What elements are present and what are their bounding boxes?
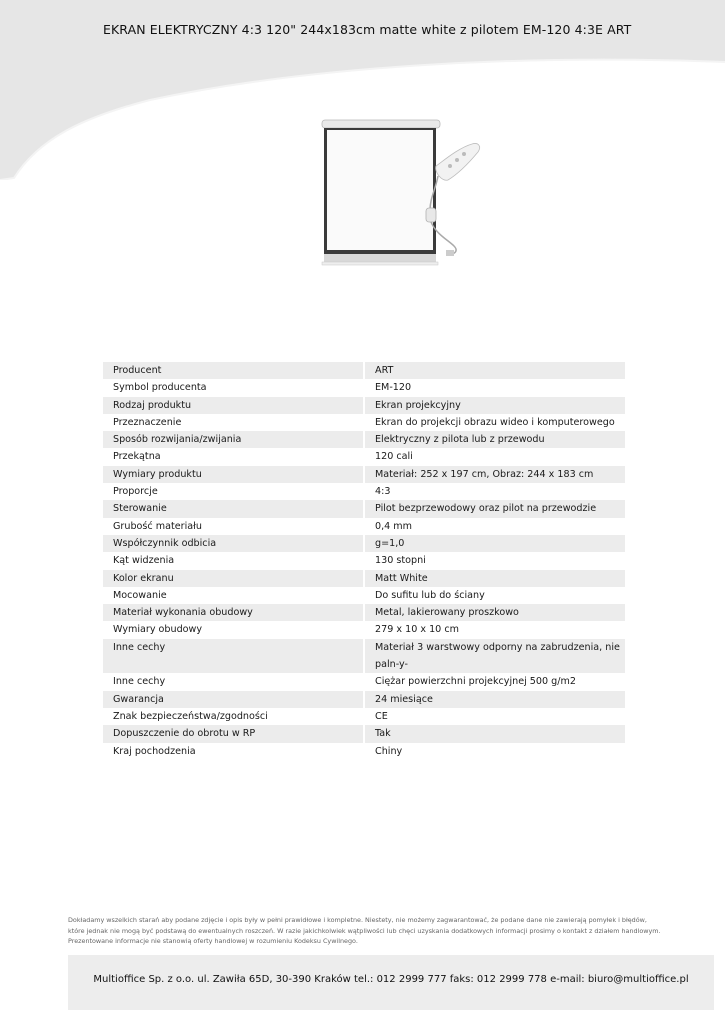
spec-value: Tak	[365, 725, 625, 742]
spec-row	[103, 639, 625, 674]
spec-row	[103, 708, 625, 725]
spec-value: CE	[375, 710, 388, 722]
document-title: EKRAN ELEKTRYCZNY 4:3 120" 244x183cm matte white z pilotem EM-120 4:3E ART	[103, 22, 632, 37]
spec-label: Kąt widzenia	[113, 555, 175, 567]
spec-row	[103, 397, 625, 414]
spec-row	[103, 431, 625, 448]
spec-value: EM-120	[375, 382, 412, 394]
spec-label: Dopuszczenie do obrotu w RP	[103, 725, 363, 742]
spec-value: Chiny	[375, 745, 403, 757]
spec-label: Kolor ekranu	[103, 570, 363, 587]
spec-label: Producent	[103, 362, 363, 379]
spec-label: Wymiary produktu	[103, 466, 363, 483]
spec-value: Ekran projekcyjny	[365, 397, 625, 414]
spec-value: Matt White	[365, 570, 625, 587]
spec-value: 279 x 10 x 10 cm	[375, 624, 459, 636]
spec-value: 24 miesiące	[365, 691, 625, 708]
disclaimer-line: Prezentowane informacje nie stanowią oferty handlowej w rozumieniu Kodeksu Cywilnego.	[68, 937, 358, 946]
spec-row	[103, 691, 625, 708]
spec-value: Metal, lakierowany proszkowo	[365, 604, 625, 621]
spec-value: Materiał 3 warstwowy odporny na zabrudzenia, niepaln-y-	[365, 639, 625, 674]
spec-value: ART	[365, 362, 625, 379]
spec-row	[103, 483, 625, 500]
spec-label: Proporcje	[113, 486, 158, 498]
spec-label: Inne cechy	[103, 639, 363, 674]
spec-value: Elektryczny z pilota lub z przewodu	[365, 431, 625, 448]
spec-row	[103, 448, 625, 465]
disclaimer	[68, 915, 678, 947]
spec-row	[103, 673, 625, 690]
spec-row	[103, 500, 625, 517]
specification-table	[103, 362, 625, 760]
spec-value: Ciężar powierzchni projekcyjnej 500 g/m2	[375, 676, 576, 688]
spec-row	[103, 518, 625, 535]
spec-row	[103, 743, 625, 760]
spec-label: Współczynnik odbicia	[103, 535, 363, 552]
spec-label: Sterowanie	[103, 500, 363, 517]
spec-value: g=1,0	[365, 535, 625, 552]
spec-label: Materiał wykonania obudowy	[103, 604, 363, 621]
spec-row	[103, 725, 625, 742]
footer	[68, 955, 714, 1010]
spec-label: Kraj pochodzenia	[113, 745, 196, 757]
disclaimer-line: które jednak nie mogą być podstawą do ewentualnych roszczeń. W razie jakichkolwiek wątpliwości lub chęci uzyskania dodatkowych informacji prosimy o kontakt z działem handlowym.	[68, 926, 661, 935]
spec-row	[103, 414, 625, 431]
spec-value: Ekran do projekcji obrazu wideo i komputerowego	[375, 416, 615, 428]
spec-label: Grubość materiału	[113, 520, 202, 532]
spec-row	[103, 535, 625, 552]
spec-label: Mocowanie	[113, 589, 167, 601]
spec-row	[103, 621, 625, 638]
spec-value: 0,4 mm	[375, 520, 412, 532]
spec-label: Symbol producenta	[113, 382, 207, 394]
spec-value: 120 cali	[375, 451, 413, 463]
spec-label: Przekątna	[113, 451, 161, 463]
spec-label: Znak bezpieczeństwa/zgodności	[113, 710, 268, 722]
product-image	[318, 108, 494, 270]
projection-screen-illustration	[322, 120, 440, 265]
spec-value: 4:3	[375, 486, 391, 498]
spec-label: Wymiary obudowy	[113, 624, 203, 636]
spec-row	[103, 362, 625, 379]
spec-row	[103, 466, 625, 483]
footer-contact: Multioffice Sp. z o.o. ul. Zawiła 65D, 30-390 Kraków tel.: 012 2999 777 faks: 012 2999 778 e-mail: biuro@multioffice.pl	[93, 974, 689, 985]
spec-row	[103, 552, 625, 569]
spec-row	[103, 570, 625, 587]
spec-value: Do sufitu lub do ściany	[375, 589, 485, 601]
spec-label: Gwarancja	[103, 691, 363, 708]
spec-label: Sposób rozwijania/zwijania	[103, 431, 363, 448]
spec-value: 130 stopni	[375, 555, 426, 567]
spec-value: Pilot bezprzewodowy oraz pilot na przewodzie	[365, 500, 625, 517]
disclaimer-line: Dokładamy wszelkich starań aby podane zdjęcie i opis były w pełni prawidłowe i kompletne. Niestety, nie możemy zagwarantować, że podane dane nie zawierają pomyłek i błędów,	[68, 916, 647, 924]
spec-label: Przeznaczenie	[113, 416, 182, 428]
spec-label: Rodzaj produktu	[103, 397, 363, 414]
spec-row	[103, 587, 625, 604]
spec-row	[103, 604, 625, 621]
spec-row	[103, 379, 625, 396]
spec-value: Materiał: 252 x 197 cm, Obraz: 244 x 183 cm	[365, 466, 625, 483]
spec-label: Inne cechy	[113, 676, 166, 688]
